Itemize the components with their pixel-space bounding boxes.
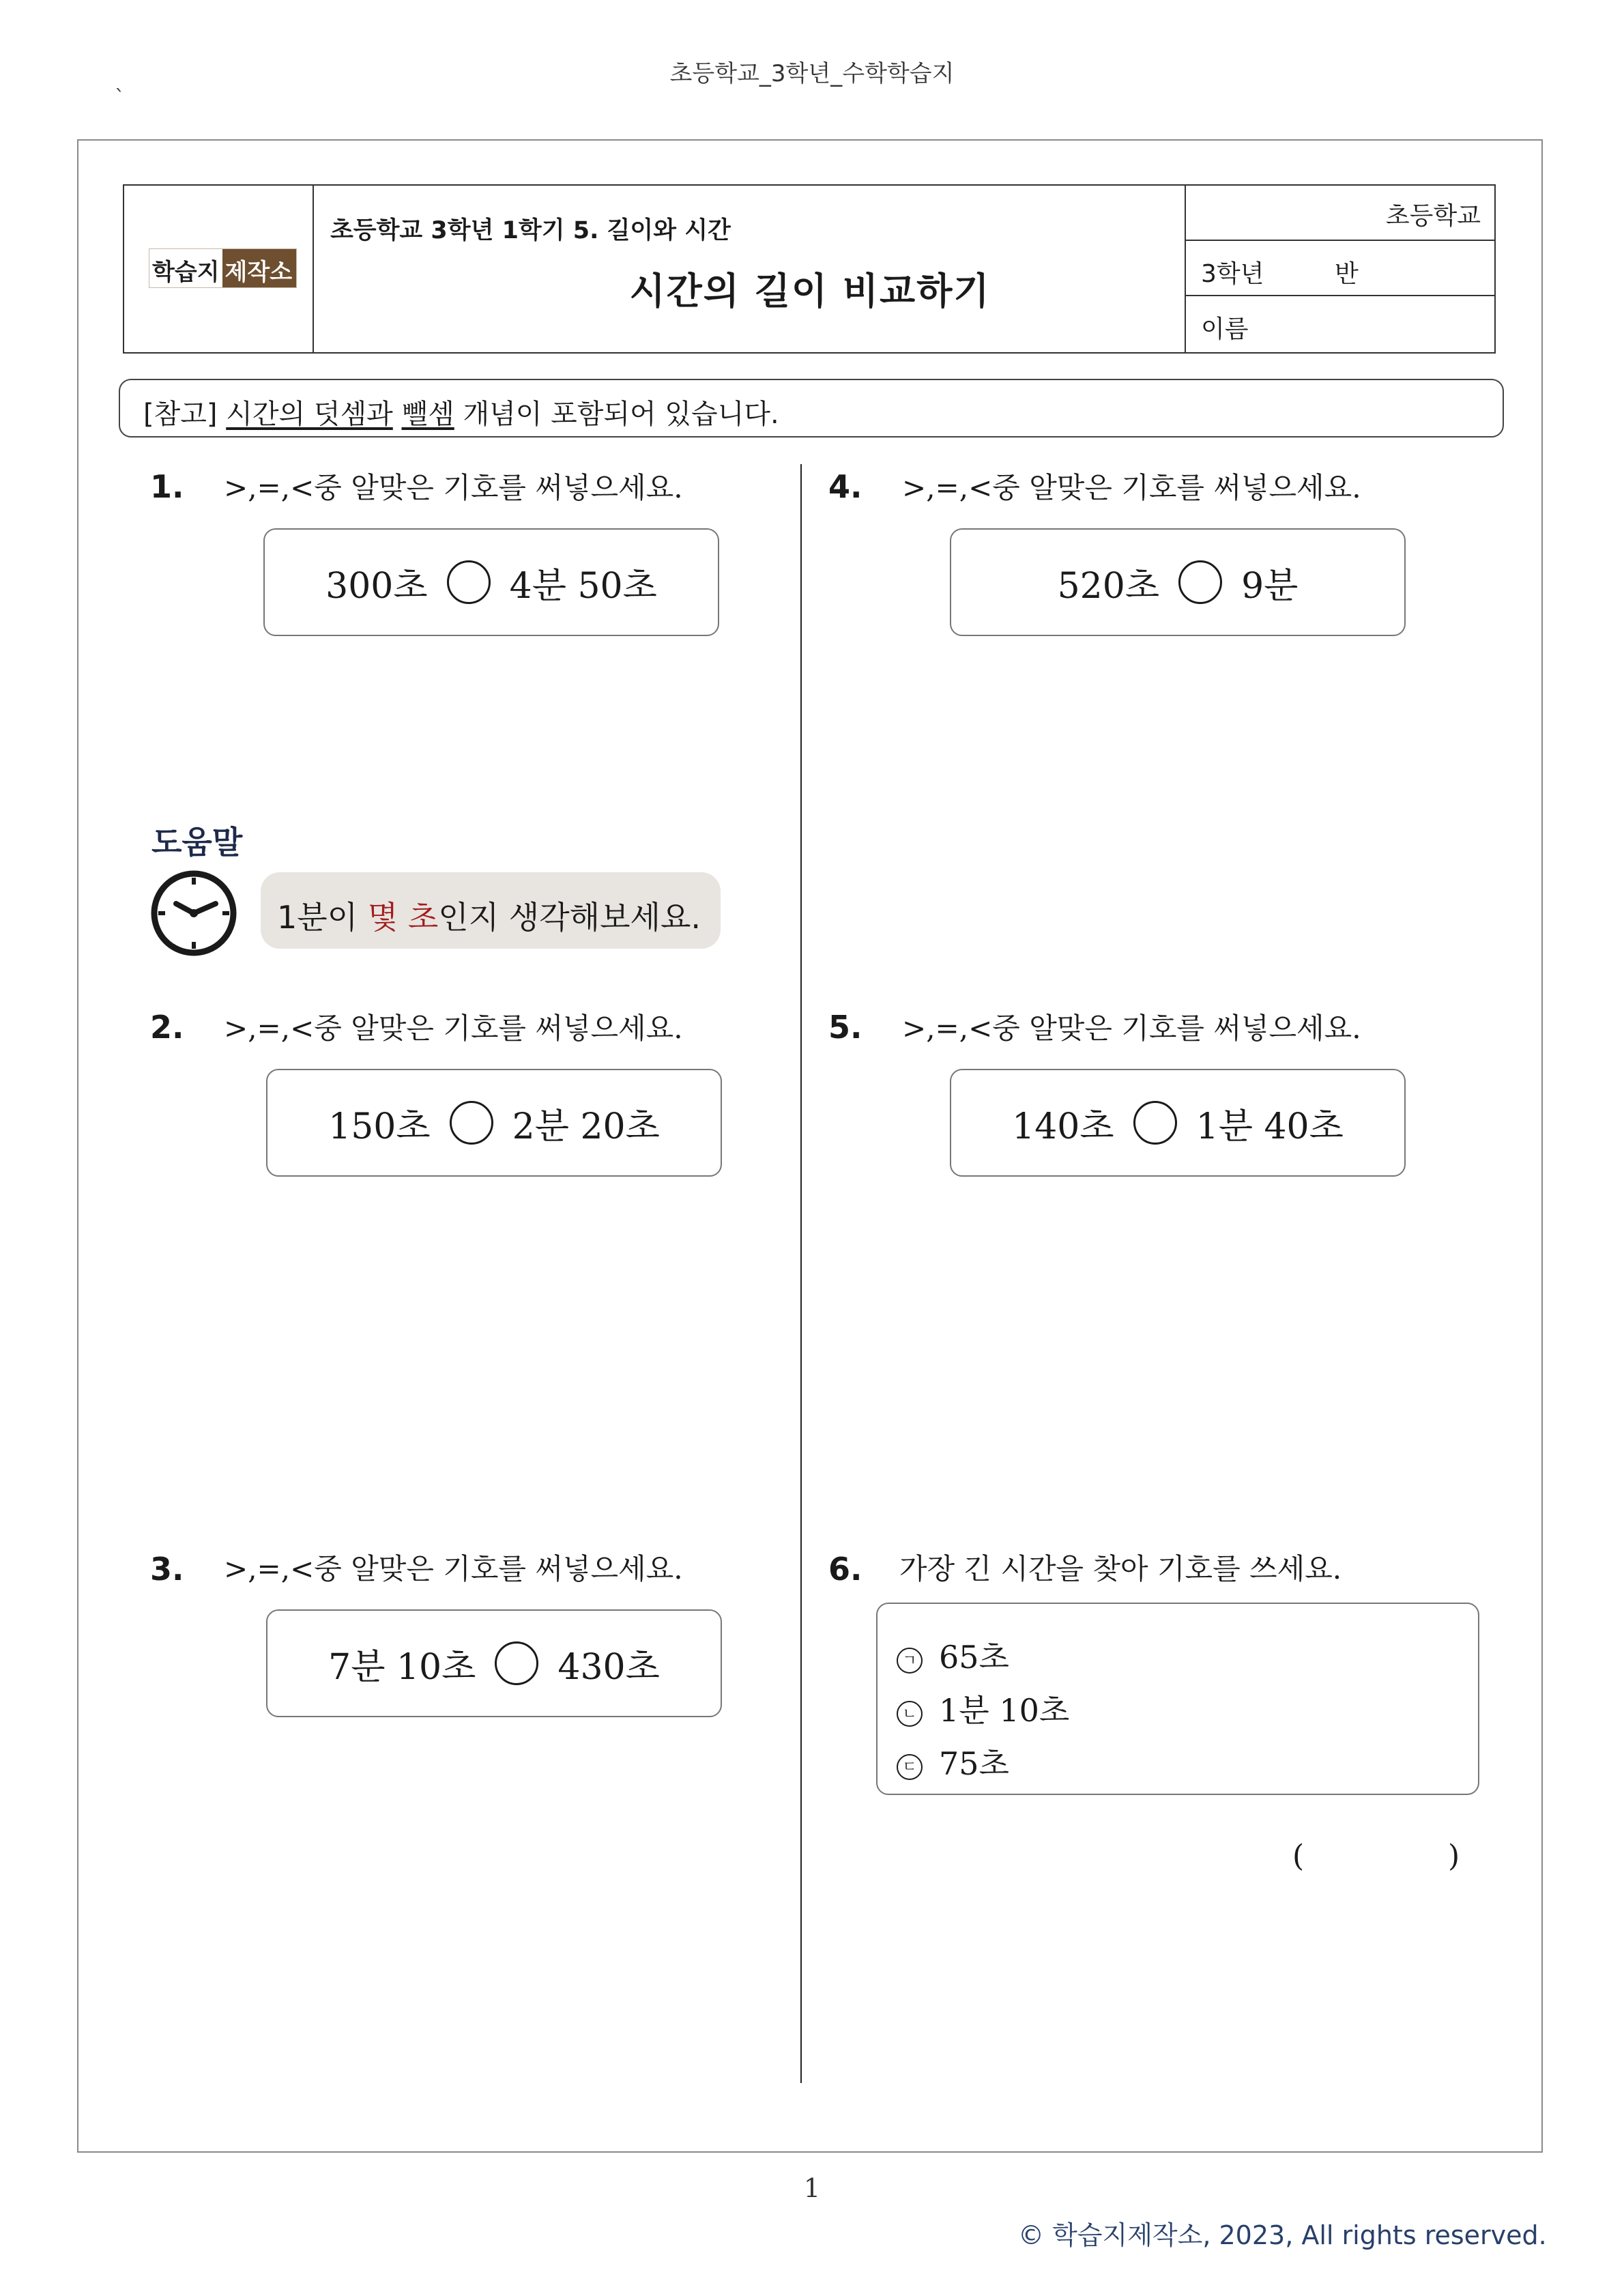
- name-field: [1186, 296, 1496, 351]
- option-a-mark: ㄱ: [897, 1648, 923, 1674]
- logo-text-2: 제작소: [222, 249, 297, 287]
- question-3-number: 3.: [150, 1551, 184, 1588]
- option-b: [897, 1686, 1069, 1731]
- clock-icon: [149, 868, 239, 958]
- publisher-logo: [149, 248, 297, 288]
- question-3-text: >,=,<중 알맞은 기호를 써넣으세요.: [224, 1552, 683, 1585]
- hint-bubble: [261, 872, 721, 949]
- note-text: [143, 392, 779, 431]
- hint-text-pre: 1분이: [277, 899, 368, 936]
- question-1-number: 1.: [150, 468, 184, 505]
- question-1-text: >,=,<중 알맞은 기호를 써넣으세요.: [224, 471, 683, 504]
- option-c-mark: ㄷ: [897, 1754, 923, 1780]
- subject-line: 초등학교 3학년 1학기 5. 길이와 시간: [330, 217, 731, 244]
- question-1-right-value: 4분 50초: [509, 565, 657, 607]
- question-5-text: >,=,<중 알맞은 기호를 써넣으세요.: [902, 1011, 1361, 1045]
- option-c-text: 75초: [939, 1745, 1009, 1782]
- stray-mark: `: [115, 86, 125, 110]
- option-c: [897, 1739, 1009, 1784]
- question-5-right-value: 1분 40초: [1195, 1106, 1344, 1147]
- answer-paren-close: ): [1448, 1839, 1460, 1874]
- question-6-number: 6.: [828, 1551, 862, 1588]
- class-label: 반: [1335, 260, 1359, 288]
- question-4-answer-circle[interactable]: [1178, 560, 1222, 604]
- question-2-compare-box: [266, 1069, 722, 1177]
- logo-cell: [124, 186, 314, 352]
- question-1-left-value: 300초: [325, 565, 428, 607]
- question-2-text: >,=,<중 알맞은 기호를 써넣으세요.: [224, 1011, 683, 1045]
- option-a: [897, 1633, 1009, 1678]
- grade-class-field: [1186, 241, 1496, 296]
- question-4-compare-box: [950, 528, 1406, 636]
- question-5-compare-box: [950, 1069, 1406, 1177]
- option-a-text: 65초: [939, 1639, 1009, 1676]
- question-5-number: 5.: [828, 1009, 862, 1046]
- student-info-cell: [1185, 186, 1496, 352]
- header-table: [123, 184, 1496, 354]
- hint-text: [277, 893, 701, 938]
- note-prefix: [참고]: [143, 399, 218, 430]
- page-number: 1: [803, 2173, 821, 2203]
- document-title: 초등학교_3학년_수학학습지: [669, 60, 955, 87]
- column-divider: [800, 464, 802, 2083]
- logo-text-1: 학습지: [149, 249, 222, 287]
- option-b-mark: ㄴ: [897, 1701, 923, 1727]
- question-4-right-value: 9분: [1241, 565, 1299, 607]
- hint-title: 도움말: [151, 824, 243, 861]
- question-2-right-value: 2분 20초: [512, 1106, 660, 1147]
- question-2-number: 2.: [150, 1009, 184, 1046]
- question-6-answer-blank[interactable]: [1317, 1839, 1440, 1877]
- note-underlined-2: 뺄셈: [401, 399, 454, 430]
- question-2-left-value: 150초: [328, 1106, 431, 1147]
- hint-text-emphasis: 몇 초: [367, 899, 439, 936]
- question-1-compare-box: [263, 528, 719, 636]
- question-3-right-value: 430초: [557, 1646, 660, 1688]
- question-5-answer-circle[interactable]: [1133, 1101, 1177, 1145]
- question-5-left-value: 140초: [1012, 1106, 1114, 1147]
- note-suffix: 개념이 포함되어 있습니다.: [463, 399, 779, 430]
- question-2-answer-circle[interactable]: [450, 1101, 493, 1145]
- question-6-options-box: [876, 1603, 1479, 1795]
- question-3-left-value: 7분 10초: [328, 1646, 476, 1688]
- note-underlined-1: 시간의 덧셈과: [226, 399, 393, 430]
- question-4-number: 4.: [828, 468, 862, 505]
- question-1-answer-circle[interactable]: [447, 560, 491, 604]
- note-box: [119, 379, 1504, 437]
- school-label: 초등학교: [1385, 202, 1481, 230]
- question-4-text: >,=,<중 알맞은 기호를 써넣으세요.: [902, 471, 1361, 504]
- name-label: 이름: [1201, 315, 1249, 343]
- worksheet-title: 시간의 길이 비교하기: [629, 270, 991, 313]
- question-3-answer-circle[interactable]: [495, 1641, 538, 1685]
- question-3-compare-box: [266, 1609, 722, 1717]
- answer-paren-open: (: [1292, 1839, 1305, 1874]
- question-6-text: 가장 긴 시간을 찾아 기호를 쓰세요.: [899, 1552, 1342, 1585]
- grade-label: 3학년: [1201, 260, 1264, 288]
- option-b-text: 1분 10초: [939, 1692, 1070, 1729]
- question-4-left-value: 520초: [1057, 565, 1160, 607]
- hint-text-post: 인지 생각해보세요.: [438, 899, 701, 936]
- copyright-notice: © 학습지제작소, 2023, All rights reserved.: [1018, 2220, 1547, 2250]
- school-field: [1186, 186, 1496, 241]
